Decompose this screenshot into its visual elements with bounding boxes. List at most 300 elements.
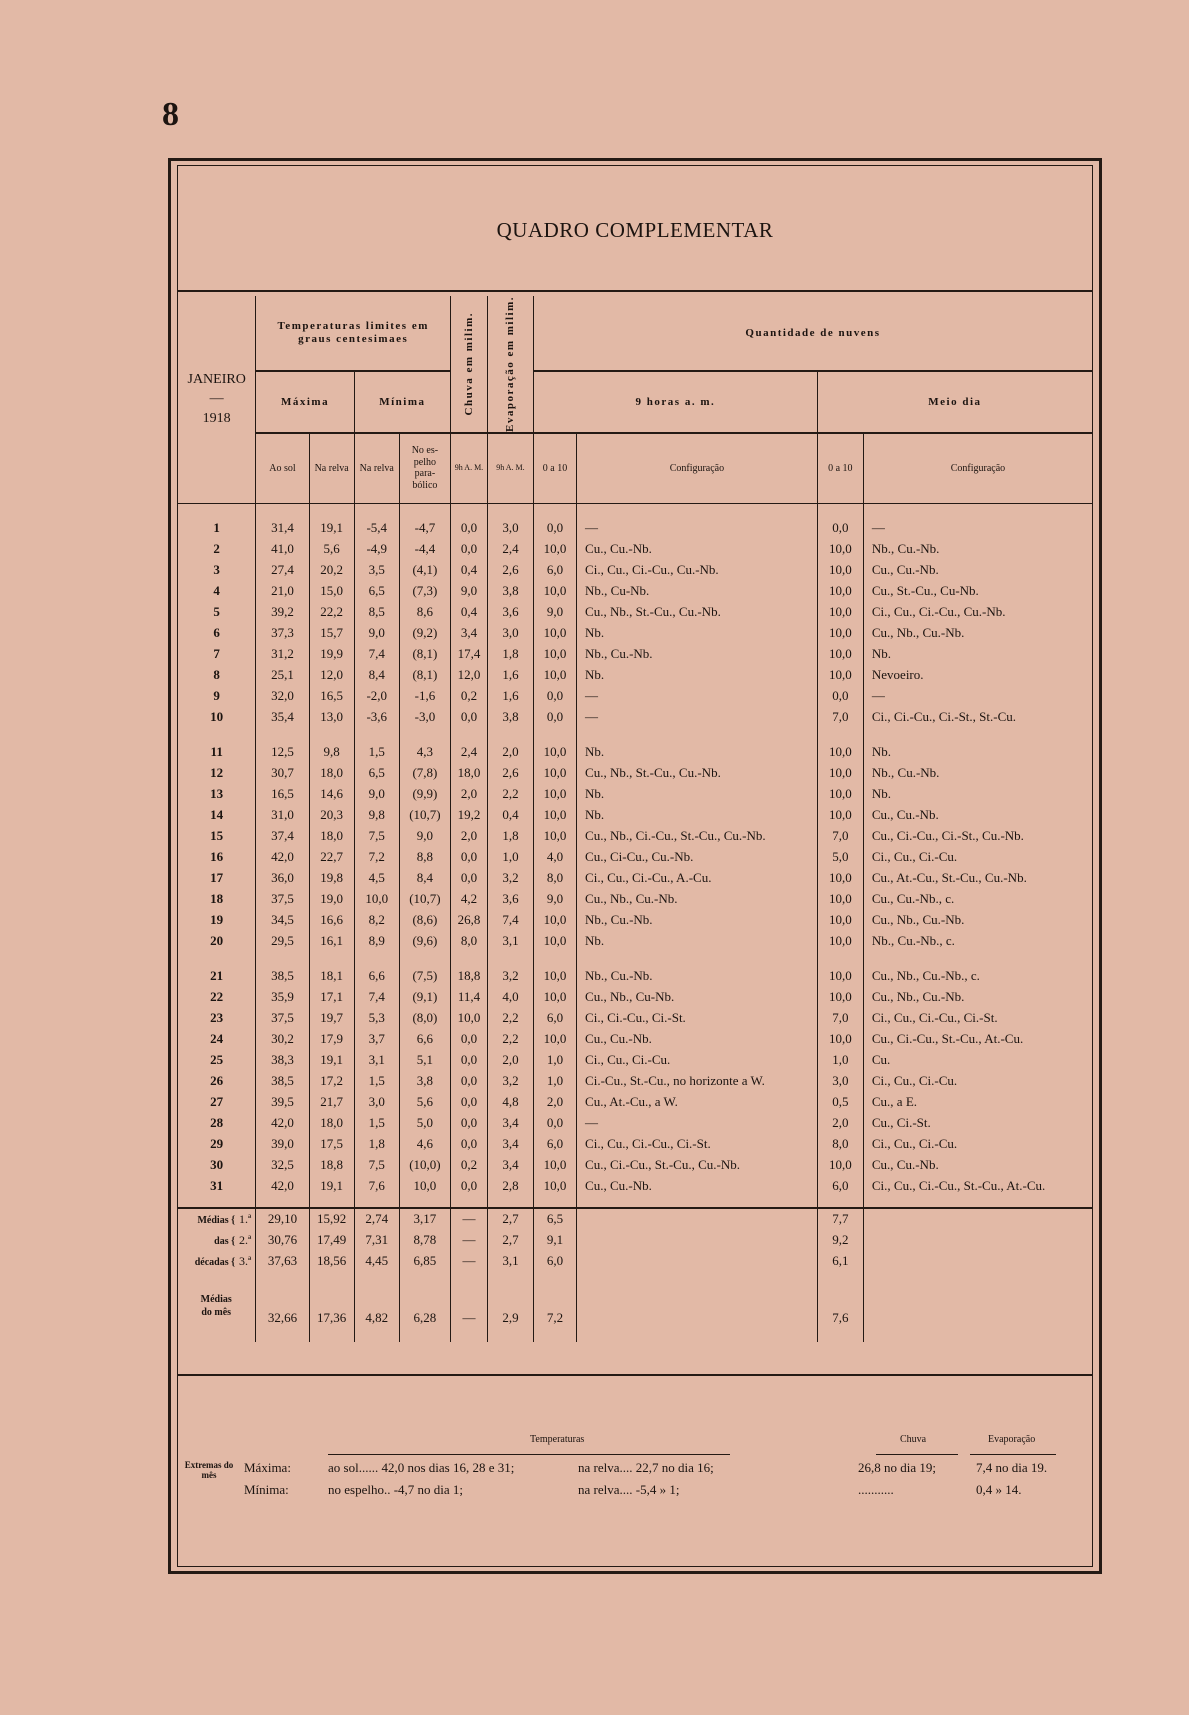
cell-nuvens-meio-dia: 10,0	[817, 987, 863, 1008]
cell-nuvens-meio-dia: 10,0	[817, 1029, 863, 1050]
decada-chuva: —	[451, 1251, 488, 1272]
cell-relva-min: -3,6	[354, 707, 399, 728]
cell-nuvens-9h: 10,0	[534, 805, 577, 826]
cell-chuva: 0,0	[451, 1071, 488, 1092]
cell-config-9h: Cu., Nb., St.-Cu., Cu.-Nb.	[577, 763, 818, 784]
cell-day: 25	[210, 1052, 224, 1068]
cell-ao-sol: 29,5	[256, 931, 309, 952]
table-row	[178, 1008, 1092, 1029]
cell-day: 11	[210, 744, 223, 760]
cell-day: 26	[210, 1073, 224, 1089]
month-label: JANEIRO	[187, 371, 246, 387]
cell-espelho: (9,1)	[399, 987, 450, 1008]
cell-espelho: -3,0	[399, 707, 450, 728]
cell-relva-min: 7,5	[354, 1155, 399, 1176]
decada-config-meio-dia	[863, 1208, 1092, 1230]
cell-nuvens-meio-dia: 7,0	[817, 707, 863, 728]
cell-nuvens-9h: 10,0	[534, 763, 577, 784]
espelho-header	[399, 433, 450, 503]
cell-nuvens-meio-dia: 10,0	[817, 868, 863, 889]
cell-chuva: 10,0	[451, 1008, 488, 1029]
cell-chuva: 18,8	[451, 966, 488, 987]
cell-nuvens-9h: 6,0	[534, 560, 577, 581]
cell-ao-sol: 38,5	[256, 1071, 309, 1092]
cell-espelho: 4,6	[399, 1134, 450, 1155]
cell-config-meio-dia: Ci., Cu., Ci.-Cu., St.-Cu., At.-Cu.	[863, 1176, 1092, 1197]
cell-evaporacao: 2,4	[487, 539, 533, 560]
decada-config-meio-dia	[863, 1230, 1092, 1251]
cell-relva-min: 6,5	[354, 581, 399, 602]
meio-dia-label: Meio dia	[928, 396, 982, 409]
decada-label: das { 2.ª	[214, 1232, 252, 1247]
cell-nuvens-9h: 10,0	[534, 742, 577, 763]
cell-evaporacao: 3,4	[487, 1134, 533, 1155]
cell-config-9h: Nb.	[577, 665, 818, 686]
cell-config-meio-dia: Nb., Cu.-Nb.	[863, 539, 1092, 560]
cell-config-9h: Cu., Cu.-Nb.	[577, 1029, 818, 1050]
decada-relva-max: 17,49	[309, 1230, 354, 1251]
cell-evaporacao: 2,2	[487, 1008, 533, 1029]
decada-nuvens-9h: 9,1	[534, 1230, 577, 1251]
cell-relva-max: 5,6	[309, 539, 354, 560]
cell-config-meio-dia: Nb., Cu.-Nb., c.	[863, 931, 1092, 952]
cell-espelho: 10,0	[399, 1176, 450, 1197]
decada-chuva: —	[451, 1230, 488, 1251]
cell-evaporacao: 4,0	[487, 987, 533, 1008]
cell-evaporacao: 2,0	[487, 1050, 533, 1071]
cell-relva-max: 19,1	[309, 1176, 354, 1197]
cell-ao-sol: 38,5	[256, 966, 309, 987]
config1-label: Configuração	[669, 462, 725, 474]
mes-relva-min: 4,82	[354, 1286, 399, 1326]
chuva-label: Chuva em milim.	[462, 312, 475, 416]
cell-config-meio-dia: Cu., a E.	[863, 1092, 1092, 1113]
cell-relva-max: 19,1	[309, 1050, 354, 1071]
cell-espelho: 5,6	[399, 1092, 450, 1113]
extremas-maxima-label: Máxima:	[244, 1460, 291, 1475]
cell-config-meio-dia: Cu., Cu.-Nb.	[863, 1155, 1092, 1176]
decada-nuvens-9h: 6,0	[534, 1251, 577, 1272]
table-frame	[168, 158, 1102, 1574]
cell-relva-min: 4,5	[354, 868, 399, 889]
cell-espelho: 8,4	[399, 868, 450, 889]
cell-ao-sol: 21,0	[256, 581, 309, 602]
cell-nuvens-9h: 0,0	[534, 686, 577, 707]
cell-config-meio-dia: Ci., Cu., Ci.-Cu.	[863, 1134, 1092, 1155]
cell-ao-sol: 16,5	[256, 784, 309, 805]
minima-label: Mínima	[379, 396, 426, 409]
cell-config-9h: Cu., Nb., St.-Cu., Cu.-Nb.	[577, 602, 818, 623]
cell-day: 21	[210, 968, 224, 984]
table-row	[178, 1071, 1092, 1092]
cell-espelho: -4,4	[399, 539, 450, 560]
spacer-row	[178, 503, 1092, 518]
cell-evaporacao: 3,6	[487, 889, 533, 910]
cell-ao-sol: 39,5	[256, 1092, 309, 1113]
cell-config-9h: —	[577, 686, 818, 707]
spacer-row	[178, 1272, 1092, 1286]
cell-ao-sol: 38,3	[256, 1050, 309, 1071]
mes-evaporacao: 2,9	[487, 1286, 533, 1326]
cell-ao-sol: 27,4	[256, 560, 309, 581]
spacer-row	[178, 1326, 1092, 1342]
cell-espelho: (7,5)	[399, 966, 450, 987]
cell-config-9h: Nb.	[577, 742, 818, 763]
extremas-max-evap: 7,4 no dia 19.	[976, 1460, 1048, 1475]
cell-espelho: (8,6)	[399, 910, 450, 931]
cell-config-9h: Cu., Ci-Cu., Cu.-Nb.	[577, 847, 818, 868]
ao-sol-label: Ao sol	[269, 462, 296, 474]
cell-day: 5	[213, 604, 220, 620]
cell-nuvens-meio-dia: 1,0	[817, 1050, 863, 1071]
cell-nuvens-meio-dia: 10,0	[817, 784, 863, 805]
cell-ao-sol: 42,0	[256, 1176, 309, 1197]
decada-nuvens-9h: 6,5	[534, 1208, 577, 1230]
cell-espelho: 5,0	[399, 1113, 450, 1134]
table-row	[178, 686, 1092, 707]
cell-espelho: (10,0)	[399, 1155, 450, 1176]
decada-config-9h	[577, 1251, 818, 1272]
cell-nuvens-9h: 1,0	[534, 1071, 577, 1092]
mes-row	[178, 1286, 1092, 1326]
cell-ao-sol: 39,0	[256, 1134, 309, 1155]
mes-espelho: 6,28	[399, 1286, 450, 1326]
table-row	[178, 665, 1092, 686]
maxima-label: Máxima	[280, 396, 330, 409]
evap-sub-label: 9h A. M.	[496, 462, 525, 472]
cell-espelho: (9,2)	[399, 623, 450, 644]
cell-day: 28	[210, 1115, 224, 1131]
decada-nuvens-meio-dia: 6,1	[817, 1251, 863, 1272]
nuvens-label: Quantidade de nuvens	[745, 327, 881, 340]
cell-config-9h: Ci., Cu., Ci.-Cu., A.-Cu.	[577, 868, 818, 889]
cell-nuvens-9h: 0,0	[534, 707, 577, 728]
cell-relva-max: 18,0	[309, 826, 354, 847]
cell-evaporacao: 3,1	[487, 931, 533, 952]
table-row	[178, 763, 1092, 784]
cell-evaporacao: 3,8	[487, 581, 533, 602]
relva-min-header	[354, 433, 399, 503]
cell-ao-sol: 39,2	[256, 602, 309, 623]
mes-config-9h	[577, 1286, 818, 1326]
cell-espelho: (9,9)	[399, 784, 450, 805]
mes-config-meio-dia	[863, 1286, 1092, 1326]
page-number: 8	[162, 96, 179, 133]
cell-config-9h: Ci., Cu., Ci.-Cu., Cu.-Nb.	[577, 560, 818, 581]
cell-relva-min: 9,8	[354, 805, 399, 826]
cell-relva-max: 18,0	[309, 1113, 354, 1134]
cell-config-9h: Nb., Cu.-Nb.	[577, 644, 818, 665]
table-row	[178, 805, 1092, 826]
cell-nuvens-meio-dia: 2,0	[817, 1113, 863, 1134]
cell-nuvens-9h: 8,0	[534, 868, 577, 889]
cell-espelho: 8,8	[399, 847, 450, 868]
decada-espelho: 6,85	[399, 1251, 450, 1272]
cell-ao-sol: 42,0	[256, 847, 309, 868]
table-body	[178, 503, 1092, 1342]
evap-label: Evaporação em milim.	[504, 296, 517, 433]
decada-row	[178, 1230, 1092, 1251]
cell-ao-sol: 35,9	[256, 987, 309, 1008]
decada-evaporacao: 3,1	[487, 1251, 533, 1272]
cell-config-9h: —	[577, 707, 818, 728]
cell-config-9h: —	[577, 1113, 818, 1134]
cell-evaporacao: 3,0	[487, 518, 533, 539]
decada-evaporacao: 2,7	[487, 1230, 533, 1251]
cell-ao-sol: 32,5	[256, 1155, 309, 1176]
temp-group-label: Temperaturas limites em graus centesimaes	[277, 319, 429, 346]
table-row	[178, 1134, 1092, 1155]
cell-relva-min: 8,2	[354, 910, 399, 931]
decada-nuvens-meio-dia: 9,2	[817, 1230, 863, 1251]
year-label: 1918	[202, 411, 231, 427]
cell-espelho: 8,6	[399, 602, 450, 623]
cell-config-9h: Ci., Ci.-Cu., Ci.-St.	[577, 1008, 818, 1029]
cell-relva-min: 7,4	[354, 987, 399, 1008]
cell-espelho: (7,8)	[399, 763, 450, 784]
cell-nuvens-meio-dia: 10,0	[817, 763, 863, 784]
decada-relva-max: 18,56	[309, 1251, 354, 1272]
cell-relva-max: 15,7	[309, 623, 354, 644]
cell-config-meio-dia: Ci., Cu., Ci.-Cu., Cu.-Nb.	[863, 602, 1092, 623]
cell-chuva: 0,4	[451, 560, 488, 581]
cell-espelho: 9,0	[399, 826, 450, 847]
cell-relva-max: 17,9	[309, 1029, 354, 1050]
cell-config-meio-dia: Nevoeiro.	[863, 665, 1092, 686]
config2-label: Configuração	[950, 462, 1006, 474]
cell-relva-max: 18,1	[309, 966, 354, 987]
extremas-min-evap: 0,4 » 14.	[976, 1482, 1022, 1497]
cell-nuvens-meio-dia: 7,0	[817, 1008, 863, 1029]
cell-config-9h: Nb.	[577, 623, 818, 644]
cell-espelho: (8,0)	[399, 1008, 450, 1029]
table-row	[178, 1050, 1092, 1071]
cell-evaporacao: 3,4	[487, 1155, 533, 1176]
cell-config-meio-dia: Cu., Nb., Cu.-Nb.	[863, 623, 1092, 644]
cell-espelho: (4,1)	[399, 560, 450, 581]
decada-config-meio-dia	[863, 1251, 1092, 1272]
cell-chuva: 17,4	[451, 644, 488, 665]
data-table	[178, 296, 1092, 1342]
cell-config-meio-dia: Nb.	[863, 742, 1092, 763]
table-row	[178, 742, 1092, 763]
table-row	[178, 1113, 1092, 1134]
cell-nuvens-meio-dia: 0,5	[817, 1092, 863, 1113]
cell-chuva: 2,0	[451, 784, 488, 805]
cell-nuvens-9h: 10,0	[534, 1155, 577, 1176]
extremas-label: Extremas do mês	[184, 1460, 234, 1481]
nuvens-header	[534, 296, 1093, 371]
extremas-minima-label: Mínima:	[244, 1482, 289, 1497]
cell-day: 6	[213, 625, 220, 641]
cell-nuvens-9h: 1,0	[534, 1050, 577, 1071]
cell-day: 17	[210, 870, 224, 886]
cell-chuva: 0,0	[451, 1176, 488, 1197]
ao-sol-header	[256, 433, 309, 503]
spacer-row	[178, 952, 1092, 966]
decada-ao-sol: 29,10	[256, 1208, 309, 1230]
cell-config-meio-dia: Nb., Cu.-Nb.	[863, 763, 1092, 784]
cell-chuva: 19,2	[451, 805, 488, 826]
cell-chuva: 3,4	[451, 623, 488, 644]
cell-evaporacao: 2,0	[487, 742, 533, 763]
cell-evaporacao: 3,2	[487, 966, 533, 987]
cell-ao-sol: 37,3	[256, 623, 309, 644]
decada-relva-max: 15,92	[309, 1208, 354, 1230]
cell-espelho: -1,6	[399, 686, 450, 707]
cell-config-9h: Cu., Nb., Ci.-Cu., St.-Cu., Cu.-Nb.	[577, 826, 818, 847]
cell-ao-sol: 31,4	[256, 518, 309, 539]
cell-config-9h: Cu., Nb., Cu.-Nb.	[577, 889, 818, 910]
cell-relva-min: 7,2	[354, 847, 399, 868]
cell-config-9h: Nb.	[577, 784, 818, 805]
decada-relva-min: 4,45	[354, 1251, 399, 1272]
cell-evaporacao: 3,2	[487, 868, 533, 889]
cell-nuvens-9h: 6,0	[534, 1134, 577, 1155]
config1-header	[577, 433, 818, 503]
cell-day: 12	[210, 765, 224, 781]
cell-day: 22	[210, 989, 224, 1005]
extremas-max-relva: na relva.... 22,7 no dia 16;	[578, 1460, 714, 1475]
cell-nuvens-9h: 6,0	[534, 1008, 577, 1029]
cell-nuvens-9h: 9,0	[534, 602, 577, 623]
decada-config-9h	[577, 1230, 818, 1251]
table-row	[178, 889, 1092, 910]
cell-config-9h: Nb.	[577, 805, 818, 826]
cell-evaporacao: 3,2	[487, 1071, 533, 1092]
decada-espelho: 8,78	[399, 1230, 450, 1251]
cell-evaporacao: 3,6	[487, 602, 533, 623]
separator-row	[178, 1197, 1092, 1208]
maxima-header	[256, 371, 354, 433]
cell-nuvens-meio-dia: 6,0	[817, 1176, 863, 1197]
extremas-section	[178, 1396, 1092, 1536]
cell-nuvens-meio-dia: 10,0	[817, 665, 863, 686]
cell-nuvens-9h: 10,0	[534, 784, 577, 805]
table-row	[178, 987, 1092, 1008]
cell-relva-min: 6,6	[354, 966, 399, 987]
cell-ao-sol: 32,0	[256, 686, 309, 707]
cell-evaporacao: 2,8	[487, 1176, 533, 1197]
decada-row	[178, 1251, 1092, 1272]
chuva-header	[451, 296, 488, 433]
table-row	[178, 868, 1092, 889]
cell-evaporacao: 2,6	[487, 560, 533, 581]
cell-relva-max: 21,7	[309, 1092, 354, 1113]
cell-relva-min: 7,4	[354, 644, 399, 665]
cell-nuvens-meio-dia: 10,0	[817, 539, 863, 560]
cell-nuvens-9h: 2,0	[534, 1092, 577, 1113]
cell-relva-max: 19,0	[309, 889, 354, 910]
cell-nuvens-9h: 10,0	[534, 539, 577, 560]
cell-chuva: 2,4	[451, 742, 488, 763]
cell-chuva: 0,4	[451, 602, 488, 623]
cell-nuvens-meio-dia: 10,0	[817, 602, 863, 623]
cell-chuva: 18,0	[451, 763, 488, 784]
cell-nuvens-9h: 10,0	[534, 987, 577, 1008]
cell-chuva: 0,0	[451, 707, 488, 728]
cell-nuvens-9h: 10,0	[534, 966, 577, 987]
cell-chuva: 0,0	[451, 1029, 488, 1050]
cell-nuvens-9h: 10,0	[534, 581, 577, 602]
table-row	[178, 1155, 1092, 1176]
extremas-min-chuva: ...........	[858, 1482, 894, 1497]
espelho-label: No es-pelho para-bólico	[411, 445, 439, 491]
mes-label-1: Médias	[200, 1293, 232, 1305]
cell-config-meio-dia: Cu., Cu.-Nb.	[863, 805, 1092, 826]
cell-nuvens-9h: 0,0	[534, 1113, 577, 1134]
decada-number: 3.ª	[239, 1253, 252, 1268]
decada-relva-min: 2,74	[354, 1208, 399, 1230]
cell-relva-min: 8,5	[354, 602, 399, 623]
decada-chuva: —	[451, 1208, 488, 1230]
cell-relva-min: 8,4	[354, 665, 399, 686]
cell-nuvens-9h: 10,0	[534, 1029, 577, 1050]
cell-relva-min: 5,3	[354, 1008, 399, 1029]
cell-day: 3	[213, 562, 220, 578]
decada-label: Médias { 1.ª	[197, 1211, 252, 1226]
cell-relva-max: 13,0	[309, 707, 354, 728]
cell-nuvens-meio-dia: 10,0	[817, 581, 863, 602]
cell-evaporacao: 1,8	[487, 826, 533, 847]
cell-config-9h: Cu., At.-Cu., a W.	[577, 1092, 818, 1113]
cell-espelho: (9,6)	[399, 931, 450, 952]
cell-relva-min: 1,5	[354, 1071, 399, 1092]
cell-ao-sol: 37,4	[256, 826, 309, 847]
chuva-sub-header	[451, 433, 488, 503]
cell-config-9h: Ci.-Cu., St.-Cu., no horizonte a W.	[577, 1071, 818, 1092]
cell-relva-min: 7,5	[354, 826, 399, 847]
decada-ao-sol: 37,63	[256, 1251, 309, 1272]
cell-chuva: 0,2	[451, 686, 488, 707]
cell-ao-sol: 30,7	[256, 763, 309, 784]
cell-relva-max: 18,8	[309, 1155, 354, 1176]
table-row	[178, 1176, 1092, 1197]
cell-chuva: 0,0	[451, 847, 488, 868]
escala1-header	[534, 433, 577, 503]
cell-day: 30	[210, 1157, 224, 1173]
cell-config-meio-dia: Cu., Ci.-Cu., St.-Cu., At.-Cu.	[863, 1029, 1092, 1050]
temp-group-header	[256, 296, 451, 371]
cell-evaporacao: 3,4	[487, 1113, 533, 1134]
extremas-temperaturas-header: Temperaturas	[530, 1434, 585, 1445]
cell-nuvens-meio-dia: 0,0	[817, 518, 863, 539]
cell-day: 9	[213, 688, 220, 704]
decada-group-label: Médias	[197, 1214, 229, 1226]
cell-nuvens-9h: 4,0	[534, 847, 577, 868]
cell-relva-min: 9,0	[354, 623, 399, 644]
relva-max-label: Na relva	[314, 462, 349, 474]
cell-config-meio-dia: Nb.	[863, 784, 1092, 805]
mes-nuvens-9h: 7,2	[534, 1286, 577, 1326]
month-header	[178, 296, 256, 503]
cell-config-meio-dia: Ci., Cu., Ci.-Cu., Ci.-St.	[863, 1008, 1092, 1029]
decada-ao-sol: 30,76	[256, 1230, 309, 1251]
cell-day: 19	[210, 912, 224, 928]
extremas-max-sol: ao sol...... 42,0 nos dias 16, 28 e 31;	[328, 1460, 515, 1475]
cell-config-9h: Cu., Nb., Cu-Nb.	[577, 987, 818, 1008]
cell-espelho: (8,1)	[399, 665, 450, 686]
decada-espelho: 3,17	[399, 1208, 450, 1230]
decada-nuvens-meio-dia: 7,7	[817, 1208, 863, 1230]
cell-config-9h: Ci., Cu., Ci.-Cu.	[577, 1050, 818, 1071]
cell-chuva: 8,0	[451, 931, 488, 952]
cell-chuva: 12,0	[451, 665, 488, 686]
meio-dia-header	[817, 371, 1092, 433]
cell-config-meio-dia: Nb.	[863, 644, 1092, 665]
cell-relva-max: 19,8	[309, 868, 354, 889]
cell-relva-max: 22,7	[309, 847, 354, 868]
